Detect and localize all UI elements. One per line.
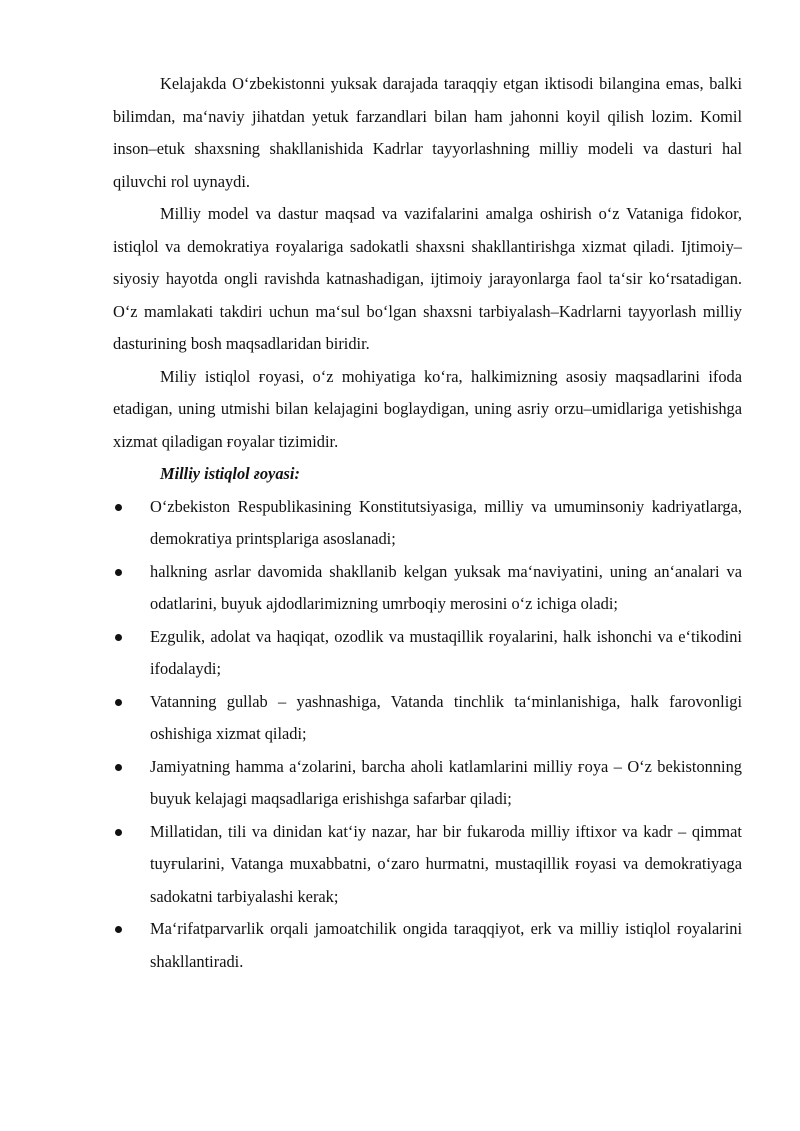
list-item-text: halkning asrlar davomida shakllanib kelgan yuksak ma‘naviyatini, uning an‘analari va odatlarini, buyuk ajdodlarimizning umrboqiy merosini o‘z ichiga oladi; bbox=[150, 561, 742, 613]
list-item bbox=[113, 913, 742, 978]
list-item-text: Vatanning gullab – yashnashiga, Vatanda tinchlik ta‘minlanishiga, halk farovonligi oshishiga xizmat qiladi; bbox=[150, 691, 742, 743]
section-heading: Milliy istiqlol ғoyasi: bbox=[160, 464, 300, 483]
list-item bbox=[113, 556, 742, 621]
list-item-text: Millatidan, tili va dinidan kat‘iy nazar, har bir fukaroda milliy iftixor va kadr – qimmat tuyғularini, Vatanga muxabbatni, o‘zaro hurmatni, mustaqillik ғoyasi va demokratiyaga sadokatni tarbiyalashi kerak; bbox=[150, 821, 742, 906]
list-item-text: Ma‘rifatparvarlik orqali jamoatchilik ongida taraqqiyot, erk va milliy istiqlol ғoyalarini shakllantiradi. bbox=[150, 919, 742, 971]
list-item bbox=[113, 816, 742, 914]
bullet-dot-icon bbox=[115, 699, 122, 706]
bullet-dot-icon bbox=[115, 504, 122, 511]
list-item-text: O‘zbekiston Respublikasining Konstitutsiyasiga, milliy va umuminsoniy kadriyatlarga, demokratiya printsplariga asoslanadi; bbox=[150, 496, 742, 548]
bullet-dot-icon bbox=[115, 569, 122, 576]
bullet-dot-icon bbox=[115, 926, 122, 933]
list-item-text: Jamiyatning hamma a‘zolarini, barcha aholi katlamlarini milliy ғoya – O‘z bekistonning buyuk kelajagi maqsadlariga erishishga safarbar qiladi; bbox=[150, 756, 742, 808]
list-item bbox=[113, 621, 742, 686]
list-item bbox=[113, 751, 742, 816]
bullet-list bbox=[113, 491, 742, 979]
list-item bbox=[113, 491, 742, 556]
bullet-dot-icon bbox=[115, 764, 122, 771]
paragraph-2: Milliy model va dastur maqsad va vazifalarini amalga oshirish o‘z Vataniga fidokor, istiqlol va demokratiya ғoyalariga sadokatli shaxsni shakllantirishga xizmat qiladi. Ijtimoiy–siyosiy hayotda ongli ravishda katnashadigan, ijtimoiy jarayonlarga faol ta‘sir ko‘rsatadigan. O‘z mamlakati takdiri uchun ma‘sul bo‘lgan shaxsni tarbiyalash–Kadrlarni tayyorlash milliy dasturining bosh maqsadlaridan biridir. bbox=[113, 204, 742, 353]
list-item-text: Ezgulik, adolat va haqiqat, ozodlik va mustaqillik ғoyalarini, halk ishonchi va e‘tikodini ifodalaydi; bbox=[150, 626, 742, 678]
bullet-dot-icon bbox=[115, 829, 122, 836]
paragraph-3: Miliy istiqlol ғoyasi, o‘z mohiyatiga ko‘ra, halkimizning asosiy maqsadlarini ifoda etadigan, uning utmishi bilan kelajagini boglaydigan, uning asriy orzu–umidlariga yetishishga xizmat qiladigan ғoyalar tizimidir. bbox=[113, 366, 742, 451]
paragraph-1: Kelajakda O‘zbekistonni yuksak darajada taraqqiy etgan iktisodi bilangina emas, balki bilimdan, ma‘naviy jihatdan yetuk farzandlari bilan ham jahonni koyil qilish lozim. Komil inson–etuk shaxsning shakllanishida Kadrlar tayyorlashning milliy modeli va dasturi hal qiluvchi rol uynaydi. bbox=[113, 74, 742, 191]
list-item bbox=[113, 686, 742, 751]
bullet-dot-icon bbox=[115, 634, 122, 641]
